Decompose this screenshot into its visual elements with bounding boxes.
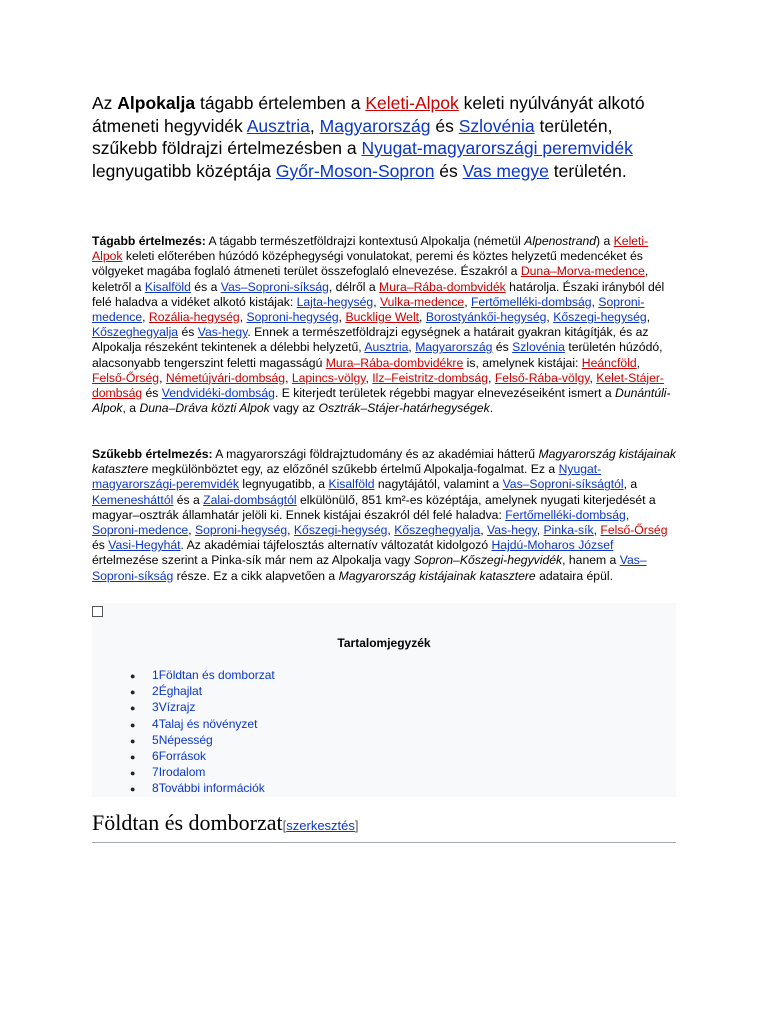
bullet-icon: ● <box>130 735 136 746</box>
text-run: határolja. Északi irányból dél felé haladva a vidéket alkotó kistájak: <box>92 279 665 309</box>
italic-text: Osztrák–Stájer-határhegységek <box>318 401 490 416</box>
toc-item[interactable] <box>130 748 275 764</box>
toc-link[interactable]: Földtan és domborzat <box>158 668 275 682</box>
wiki-link[interactable]: Fertőmelléki-dombság <box>505 507 626 522</box>
edit-bracket-open: [ <box>282 818 287 833</box>
edit-link[interactable]: szerkesztés <box>286 818 355 833</box>
italic-text: Sopron–Kőszegi-hegyvidék <box>413 553 563 568</box>
italic-text: Magyarország kistájainak katasztere <box>92 447 676 477</box>
wiki-link[interactable]: Felső-Rába-völgy <box>494 370 590 385</box>
text-run: , a <box>623 477 638 492</box>
text-run: , keletről a <box>92 264 649 294</box>
text-run: , hanem a <box>562 553 620 568</box>
wiki-link[interactable]: Lapincs-völgy <box>291 370 366 385</box>
toc-item[interactable] <box>130 716 275 732</box>
wiki-link[interactable]: Pinka-sík <box>543 523 594 538</box>
wiki-link[interactable]: Heáncföld <box>581 355 637 370</box>
wiki-link[interactable]: Vulka-medence <box>379 294 465 309</box>
toc-list <box>130 667 275 797</box>
text-run: vagy az <box>269 401 319 416</box>
text-run: A magyarországi földrajztudomány és az akadémiai hátterű <box>212 447 539 461</box>
text-run: legnyugatibb, a <box>238 477 329 492</box>
wiki-link[interactable]: Vendvidéki-dombság <box>161 386 275 401</box>
toc-number[interactable]: 7 <box>152 765 159 780</box>
text-run: , <box>488 370 495 385</box>
wiki-link[interactable]: Fertőmelléki-dombság <box>470 294 592 309</box>
wiki-link[interactable]: Felső-Őrség <box>600 523 668 538</box>
text-run: legnyugatibb középtája <box>92 160 276 181</box>
toc-item[interactable] <box>130 683 275 699</box>
text-run: tágabb értelemben a <box>195 93 366 113</box>
wiki-link[interactable]: Magyarország <box>415 340 493 355</box>
bold-text: Alpokalja <box>117 93 196 113</box>
wiki-link[interactable]: Vasi-Hegyhát <box>108 538 181 553</box>
text-run: , <box>591 294 599 309</box>
wiki-link[interactable]: Ausztria <box>246 115 310 136</box>
wiki-link[interactable]: Kőszegi-hegység <box>293 523 388 538</box>
wiki-link[interactable]: Kőszeghegyalja <box>394 523 481 538</box>
text-run: és <box>492 340 513 355</box>
toc-link[interactable]: Vízrajz <box>158 700 196 715</box>
text-run: , <box>536 523 544 538</box>
text-run: , délről a <box>328 279 380 294</box>
text-run: elkülönülő, 851 km²-es középtája, amelynek nyugati kiterjedését a magyar–osztrák államhatár jelöli ki. Ennek kistájai északról dél felé haladva: <box>92 492 656 522</box>
text-run: . <box>489 401 494 416</box>
text-run: , <box>387 523 395 538</box>
lead-paragraph <box>92 92 652 182</box>
text-run: , <box>419 310 426 325</box>
wiki-link[interactable]: Nyugat-magyarországi-peremvidék <box>92 462 602 492</box>
text-run: A tágabb természetföldrajzi kontextusú Alpokalja (németül <box>205 234 525 248</box>
toc-number[interactable]: 6 <box>152 748 159 763</box>
table-of-contents <box>92 603 676 797</box>
toc-item[interactable] <box>130 780 275 796</box>
text-run: , <box>159 370 166 385</box>
toc-link[interactable]: Népesség <box>158 732 213 747</box>
wiki-link[interactable]: Borostyánkői-hegység <box>425 310 547 325</box>
wiki-link[interactable]: Bucklige Welt <box>345 310 420 325</box>
text-run: keleti nyúlványát alkotó átmeneti hegyvidék <box>92 93 645 136</box>
wiki-link[interactable]: Vas–Soproni-síkságtól <box>502 477 624 492</box>
wiki-link[interactable]: Soproni-hegység <box>194 523 288 538</box>
text-run: , <box>365 370 373 385</box>
text-run: Az <box>92 93 118 113</box>
wiki-link[interactable]: Ilz–Feistritz-dombság <box>372 370 489 385</box>
text-run: is, amelynek kistájai: <box>463 355 582 370</box>
toc-toggle-checkbox[interactable] <box>92 606 103 617</box>
toc-link[interactable]: Források <box>158 748 207 763</box>
text-run: és <box>142 386 162 401</box>
wiki-link[interactable]: Vas-hegy <box>197 325 248 340</box>
italic-text: Alpenostrand <box>524 234 597 248</box>
text-run: , <box>142 310 149 325</box>
wiki-link[interactable]: Vas–Soproni-síkság <box>92 553 647 583</box>
text-run: nagytájától, valamint a <box>374 477 503 492</box>
text-run: , <box>309 115 320 136</box>
broad-definition-paragraph <box>92 234 677 416</box>
text-run: , <box>464 294 471 309</box>
wiki-link[interactable]: Felső-Őrség <box>92 370 160 385</box>
toc-number[interactable]: 5 <box>152 732 159 747</box>
text-run: , <box>188 523 195 538</box>
text-run: , <box>338 310 346 325</box>
text-run: területén húzódó, alacsonyabb tengerszint feletti magasságú <box>92 340 663 370</box>
italic-text: Duna–Dráva közti Alpok <box>139 401 270 416</box>
text-run: ) a <box>596 234 614 248</box>
toc-link[interactable]: További információk <box>158 781 265 796</box>
wiki-link[interactable]: Ausztria <box>364 340 409 355</box>
bold-text: Szűkebb értelmezés: <box>92 447 213 461</box>
text-run: megkülönböztet egy, az előzőnél szűkebb értelmű Alpokalja-fogalmat. Ez a <box>148 462 559 477</box>
text-run: , <box>636 355 641 370</box>
wiki-link[interactable]: Soproni-medence <box>92 294 645 325</box>
bullet-icon: ● <box>130 687 136 698</box>
text-run: , <box>625 507 630 522</box>
text-run: és a <box>173 492 204 507</box>
text-run: és a <box>190 279 221 294</box>
wiki-link[interactable]: Győr-Moson-Sopron <box>275 160 435 181</box>
text-run: keleti előterében húzódó középhegységi vonulatokat, peremi és köztes helyzetű medencéket és völgyeket magába foglaló átmeneti terület összefoglaló elnevezése. Északról a <box>92 249 643 279</box>
bullet-icon: ● <box>130 671 136 681</box>
section-heading <box>92 810 676 843</box>
text-run: , <box>285 370 292 385</box>
bullet-icon: ● <box>130 751 136 762</box>
toc-number[interactable]: 2 <box>152 684 159 699</box>
toc-item[interactable] <box>130 732 275 748</box>
text-run: és <box>178 325 198 340</box>
text-run: és <box>92 538 109 553</box>
text-run: , <box>287 523 294 538</box>
italic-text: Magyarország kistájainak katasztere <box>338 568 536 583</box>
toc-number[interactable]: 4 <box>152 716 159 731</box>
text-run: értelmezése szerint a Pinka-sík már nem az Alpokalja vagy <box>92 553 414 568</box>
text-run: . Az akadémiai tájfelosztás alternatív változatát kidolgozó <box>180 538 492 553</box>
text-run: területén, szűkebb földrajzi értelmezésben a <box>92 115 613 158</box>
wiki-link[interactable]: Rozália-hegység <box>148 310 240 325</box>
toc-link[interactable]: Irodalom <box>158 765 206 780</box>
text-run: , <box>373 294 380 309</box>
wiki-link[interactable]: Nyugat-magyarországi peremvidék <box>361 138 633 158</box>
wiki-link[interactable]: Keleti-Alpok <box>365 93 459 113</box>
wiki-link[interactable]: Vas-hegy <box>487 523 537 538</box>
wiki-link[interactable]: Kisalföld <box>328 477 375 492</box>
toc-number[interactable]: 1 <box>152 668 159 682</box>
text-run: , a <box>122 401 140 416</box>
wiki-link[interactable]: Magyarország <box>319 115 431 136</box>
wiki-link[interactable]: Vas–Soproni-síkság <box>220 279 329 294</box>
text-run: része. Ez a cikk alapvetően a <box>173 568 339 583</box>
wiki-link[interactable]: Soproni-medence <box>92 523 189 538</box>
text-run: , <box>589 370 597 385</box>
wiki-link[interactable]: Hajdú-Moharos József <box>491 538 614 553</box>
text-run: , <box>546 310 554 325</box>
wiki-link[interactable]: Szlovénia <box>458 115 535 136</box>
text-run: , <box>646 310 651 325</box>
toc-number[interactable]: 8 <box>152 781 159 796</box>
wiki-link[interactable]: Kisalföld <box>144 279 191 294</box>
toc-item[interactable] <box>130 667 275 683</box>
wiki-link[interactable]: Németújvári-dombság <box>165 370 286 385</box>
wiki-link[interactable]: Mura–Rába-dombvidékre <box>325 355 464 370</box>
edit-bracket-close: ] <box>354 818 359 833</box>
wiki-link[interactable]: Mura–Rába-dombvidék <box>379 279 506 294</box>
wiki-link[interactable]: Szlovénia <box>512 340 565 355</box>
edit-section-link[interactable] <box>283 818 359 833</box>
toc-link[interactable]: Talaj és növényzet <box>158 716 258 731</box>
wiki-link[interactable]: Kőszeghegyalja <box>92 325 179 340</box>
bullet-icon: ● <box>130 719 136 730</box>
wiki-link[interactable]: Keleti-Alpok <box>92 234 649 264</box>
section-heading-text: Földtan és domborzat <box>92 810 283 835</box>
wiki-link[interactable]: Kemenesháttól <box>92 492 174 507</box>
text-run: területén. <box>548 160 627 181</box>
wiki-link[interactable]: Lajta-hegység <box>296 294 374 309</box>
bullet-icon: ● <box>130 784 136 795</box>
text-run: és <box>434 160 463 181</box>
text-run: és <box>430 115 459 136</box>
bullet-icon: ● <box>130 703 136 714</box>
bold-text: Tágabb értelmezés: <box>92 234 206 248</box>
text-run: , <box>593 523 601 538</box>
text-run: adataira épül. <box>535 568 613 583</box>
text-run: , <box>480 523 488 538</box>
wiki-link[interactable]: Kelet-Stájer-dombság <box>92 370 664 401</box>
narrow-definition-paragraph <box>92 447 677 584</box>
toc-number[interactable]: 3 <box>152 700 159 715</box>
wiki-link[interactable]: Vas megye <box>462 160 549 181</box>
toc-item[interactable] <box>130 764 275 780</box>
wiki-link[interactable]: Zalai-dombságtól <box>203 492 297 507</box>
text-run: . Ennek a természetföldrajzi egységnek a határait gyakran kitágítják, és az Alpokalja részeként tekintenek a délebbi helyzetű, <box>92 325 649 355</box>
text-run: , <box>239 310 247 325</box>
wiki-link[interactable]: Kőszegi-hegység <box>553 310 647 325</box>
toc-title: Tartalomjegyzék <box>337 636 431 650</box>
wiki-link[interactable]: Duna–Morva-medence <box>520 264 645 279</box>
bullet-icon: ● <box>130 768 136 779</box>
text-run: , <box>408 340 416 355</box>
text-run: . E kiterjedt területek régebbi magyar elnevezéseiként ismert a <box>274 386 616 401</box>
italic-text: Dunántúli-Alpok <box>92 386 671 416</box>
wiki-link[interactable]: Soproni-hegység <box>246 310 339 325</box>
toc-item[interactable] <box>130 699 275 715</box>
toc-link[interactable]: Éghajlat <box>158 684 203 699</box>
